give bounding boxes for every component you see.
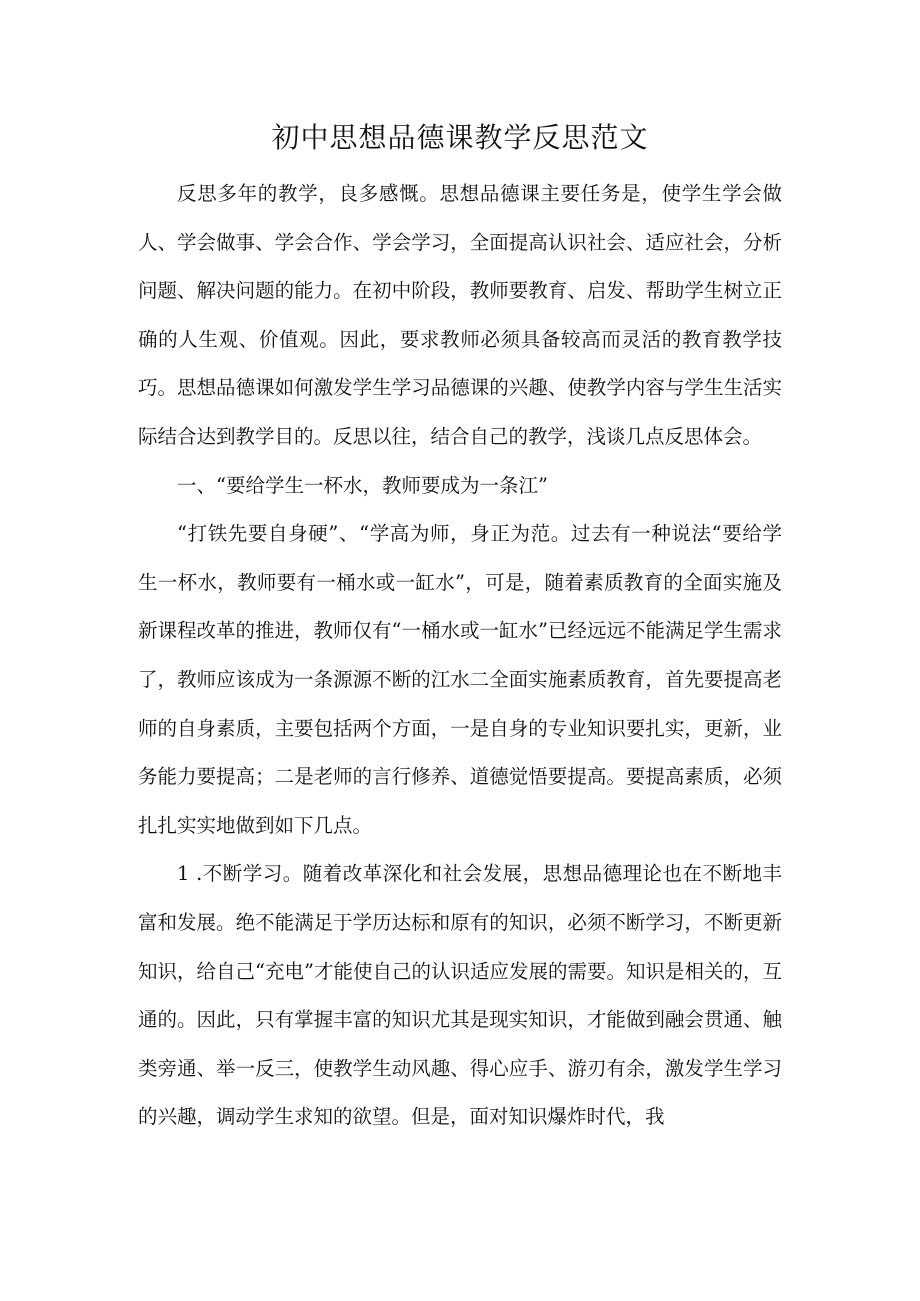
paragraph-item-1: 1 .不断学习。随着改革深化和社会发展，思想品德理论也在不断地丰富和发展。绝不能满足于学历达标和原有的知识，必须不断学习，不断更新知识，给自己“充电”才能使自己的认识适应发展的需要。知识是相关的，互通的。因此，只有掌握丰富的知识尤其是现实知识，才能做到融会贯通、触类旁通、举一反三，使教学生动风趣、得心应手、游刃有余，激发学生学习的兴趣，调动学生求知的欲望。但是，面对知识爆炸时代，我 [138,862,782,1129]
paragraph-section-1: “打铁先要自身硬”、“学高为师，身正为范。过去有一种说法“要给学生一杯水，教师要有一桶水或一缸水”，可是，随着素质教育的全面实施及新课程改革的推进，教师仅有“一桶水或一缸水”已经远远不能满足学生需求了，教师应该成为一条源源不断的江水二全面实施素质教育，首先要提高老师的自身素质，主要包括两个方面，一是自身的专业知识要扎实，更新，业务能力要提高；二是老师的言行修养、道德觉悟要提高。要提高素质，必须扎扎实实地做到如下几点。 [138,522,782,837]
paragraph-intro: 反思多年的教学，良多感慨。思想品德课主要任务是，使学生学会做人、学会做事、学会合作、学会学习，全面提高认识社会、适应社会，分析问题、解决问题的能力。在初中阶段，教师要教育、启发、帮助学生树立正确的人生观、价值观。因此，要求教师必须具备较高而灵活的教育教学技巧。思想品德课如何激发学生学习品德课的兴趣、使教学内容与学生生活实际结合达到教学目的。反思以往，结合自己的教学，浅谈几点反思体会。 [138,182,782,448]
document-title: 初中思想品德课教学反思范文 [271,121,649,154]
document-body [138,170,782,1142]
section-heading-1: 一、“要给学生一杯水，教师要成为一条江” [177,473,548,497]
